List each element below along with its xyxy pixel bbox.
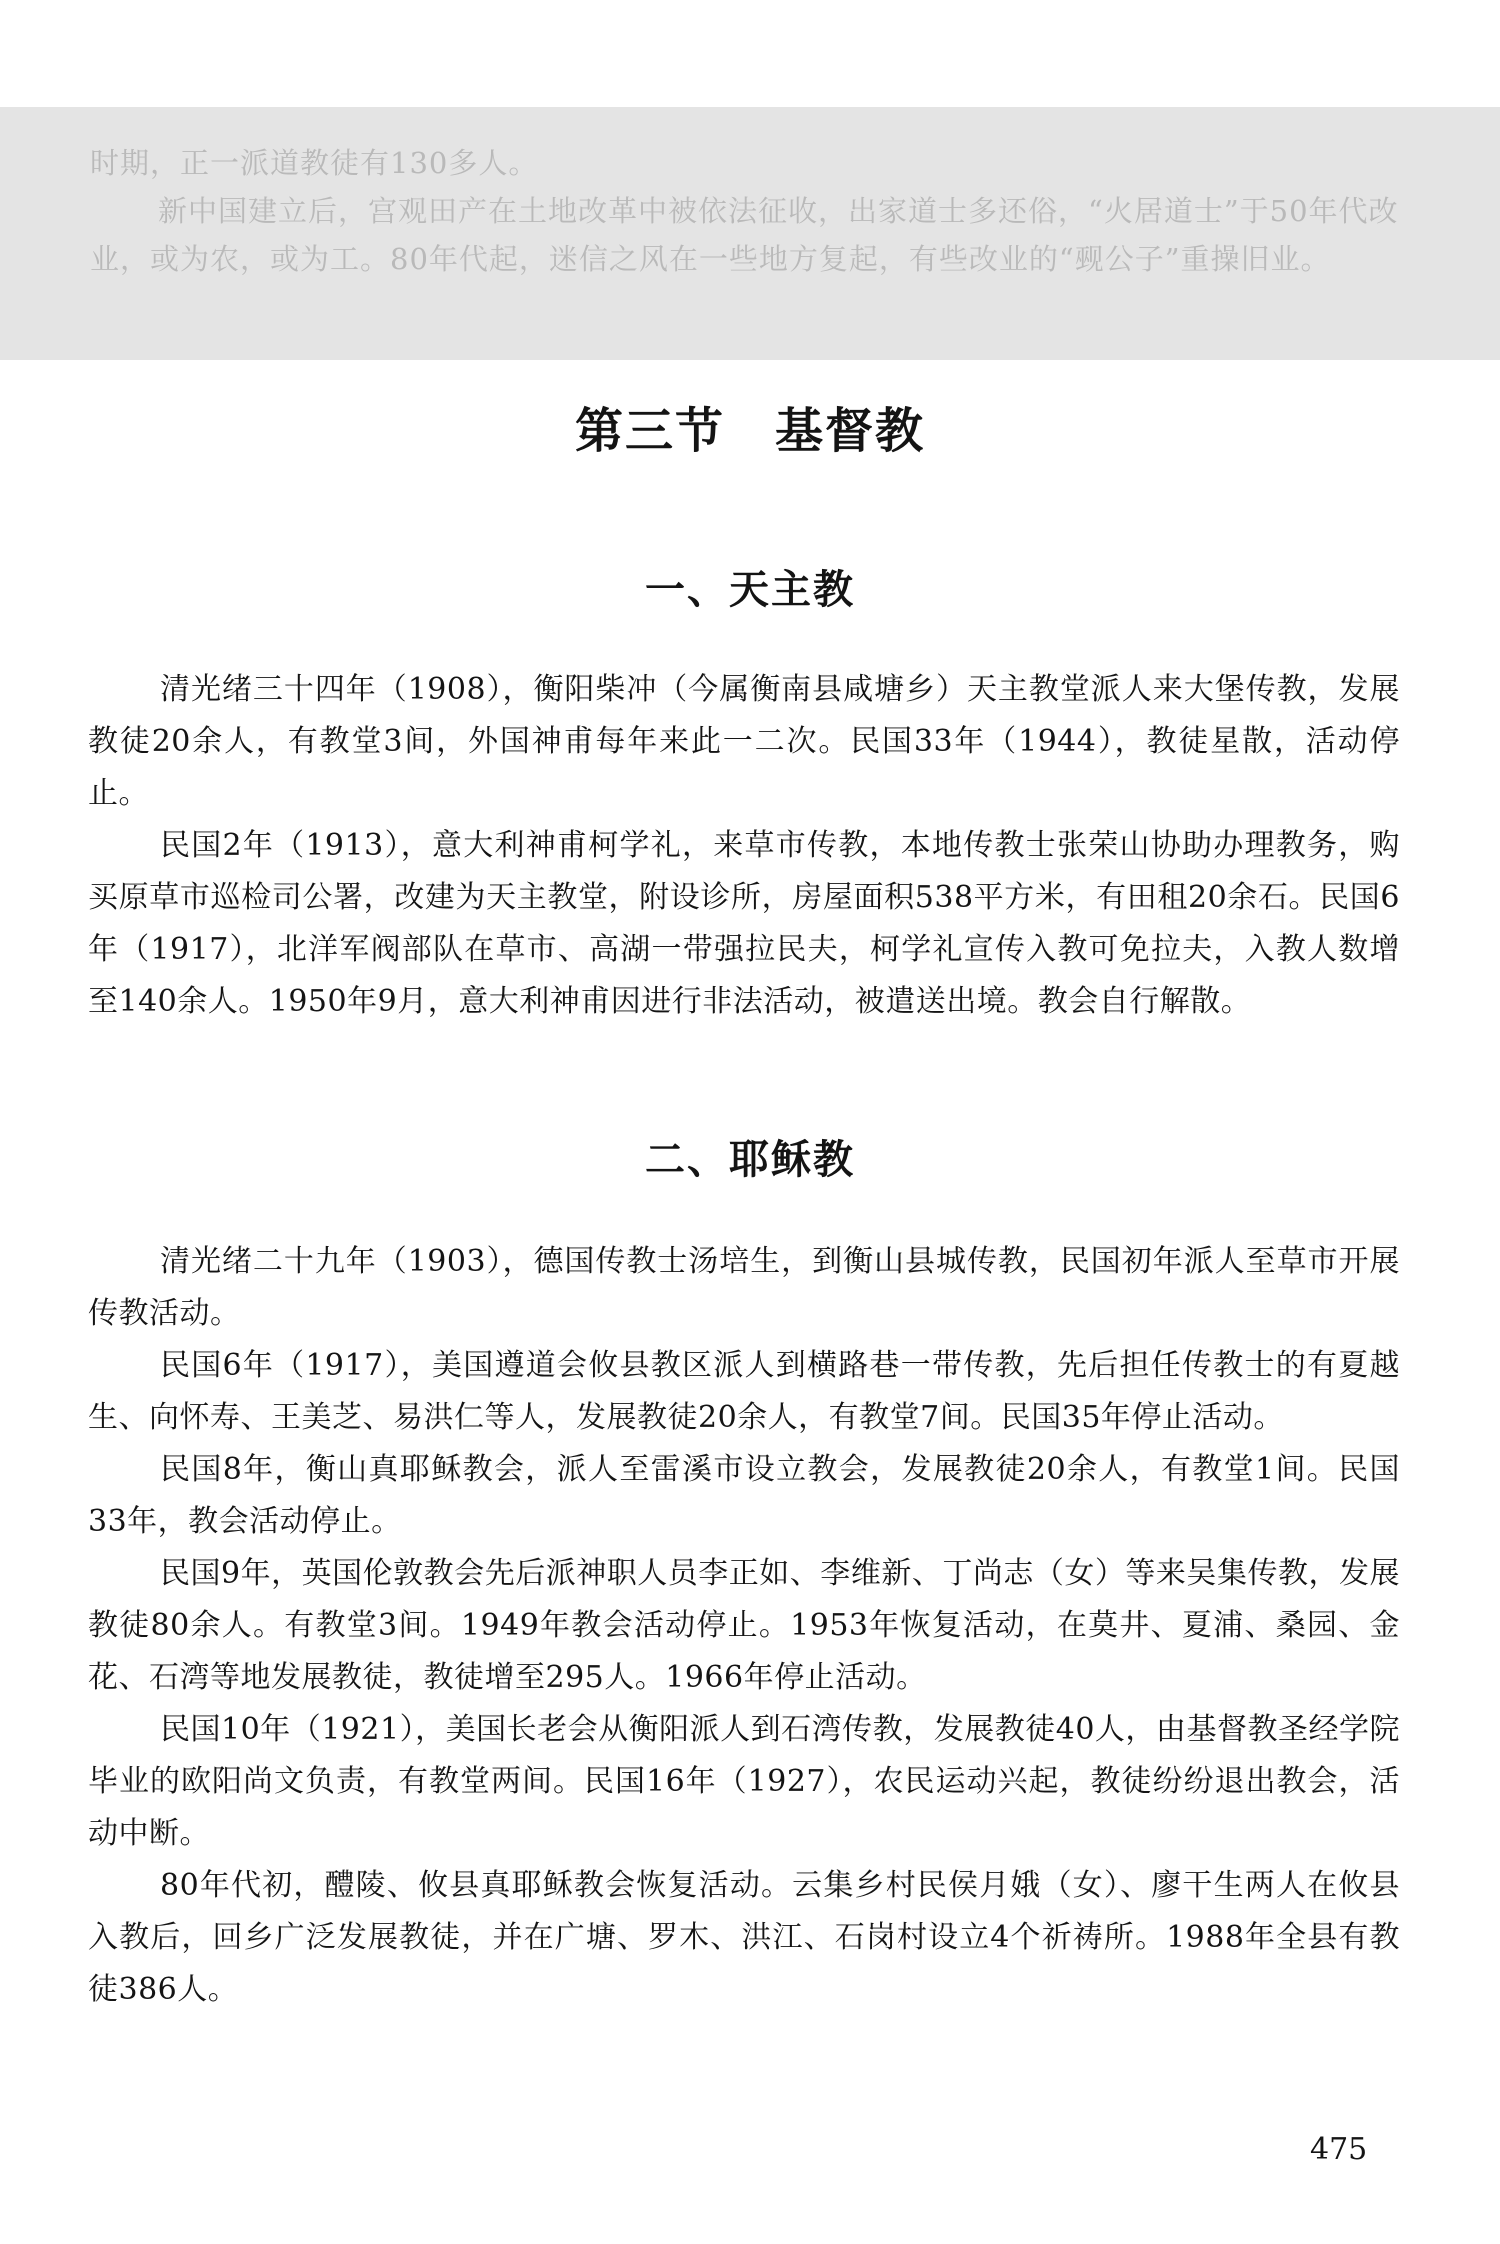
page-number: 475 [1310,2132,1368,2167]
subsection-title-catholicism: 一、天主教 [645,566,855,613]
paragraph: 民国9年，英国伦敦教会先后派神职人员李正如、李维新、丁尚志（女）等来吴集传教，发展教徒80余人。有教堂3间。1949年教会活动停止。1953年恢复活动，在莫井、夏浦、桑园、金花、石湾等地发展教徒，教徒增至295人。1966年停止活动。 [88,1556,1400,1695]
protestantism-body [88,1236,1400,2016]
paragraph: 民国10年（1921），美国长老会从衡阳派人到石湾传教，发展教徒40人，由基督教圣经学院毕业的欧阳尚文负责，有教堂两间。民国16年（1927），农民运动兴起，教徒纷纷退出教会，活动中断。 [88,1712,1400,1851]
section-title: 第三节 基督教 [574,403,925,459]
paragraph: 民国2年（1913），意大利神甫柯学礼，来草市传教，本地传教士张荣山协助办理教务，购买原草市巡检司公署，改建为天主教堂，附设诊所，房屋面积538平方米，有田租20余石。民国6年（1917），北洋军阀部队在草市、高湖一带强拉民夫，柯学礼宣传入教可免拉夫，入教人数增至140余人。1950年9月，意大利神甫因进行非法活动，被遣送出境。教会自行解散。 [88,828,1400,1019]
overlay-line: 时期，正一派道教徒有130多人。 [90,146,539,180]
paragraph: 清光绪二十九年（1903），德国传教士汤培生，到衡山县城传教，民国初年派人至草市开展传教活动。 [88,1244,1400,1331]
subsection-title-protestantism: 二、耶稣教 [645,1136,855,1183]
paragraph: 80年代初，醴陵、攸县真耶稣教会恢复活动。云集乡村民侯月娥（女）、廖干生两人在攸县入教后，回乡广泛发展教徒，并在广塘、罗木、洪江、石岗村设立4个祈祷所。1988年全县有教徒386人。 [88,1868,1400,2007]
catholicism-body [88,664,1400,1028]
paragraph: 清光绪三十四年（1908），衡阳柴冲（今属衡南县咸塘乡）天主教堂派人来大堡传教，发展教徒20余人，有教堂3间，外国神甫每年来此一二次。民国33年（1944），教徒星散，活动停止。 [88,672,1400,811]
paragraph: 民国8年，衡山真耶稣教会，派人至雷溪市设立教会，发展教徒20余人，有教堂1间。民国33年，教会活动停止。 [88,1452,1400,1539]
previous-section-overlay [0,107,1500,360]
overlay-line: 新中国建立后，宫观田产在土地改革中被依法征收，出家道士多还俗，“火居道士”于50年代改业，或为农，或为工。80年代起，迷信之风在一些地方复起，有些改业的“觋公子”重操旧业。 [90,194,1399,276]
paragraph: 民国6年（1917），美国遵道会攸县教区派人到横路巷一带传教，先后担任传教士的有夏越生、向怀寿、王美芝、易洪仁等人，发展教徒20余人，有教堂7间。民国35年停止活动。 [88,1348,1400,1435]
